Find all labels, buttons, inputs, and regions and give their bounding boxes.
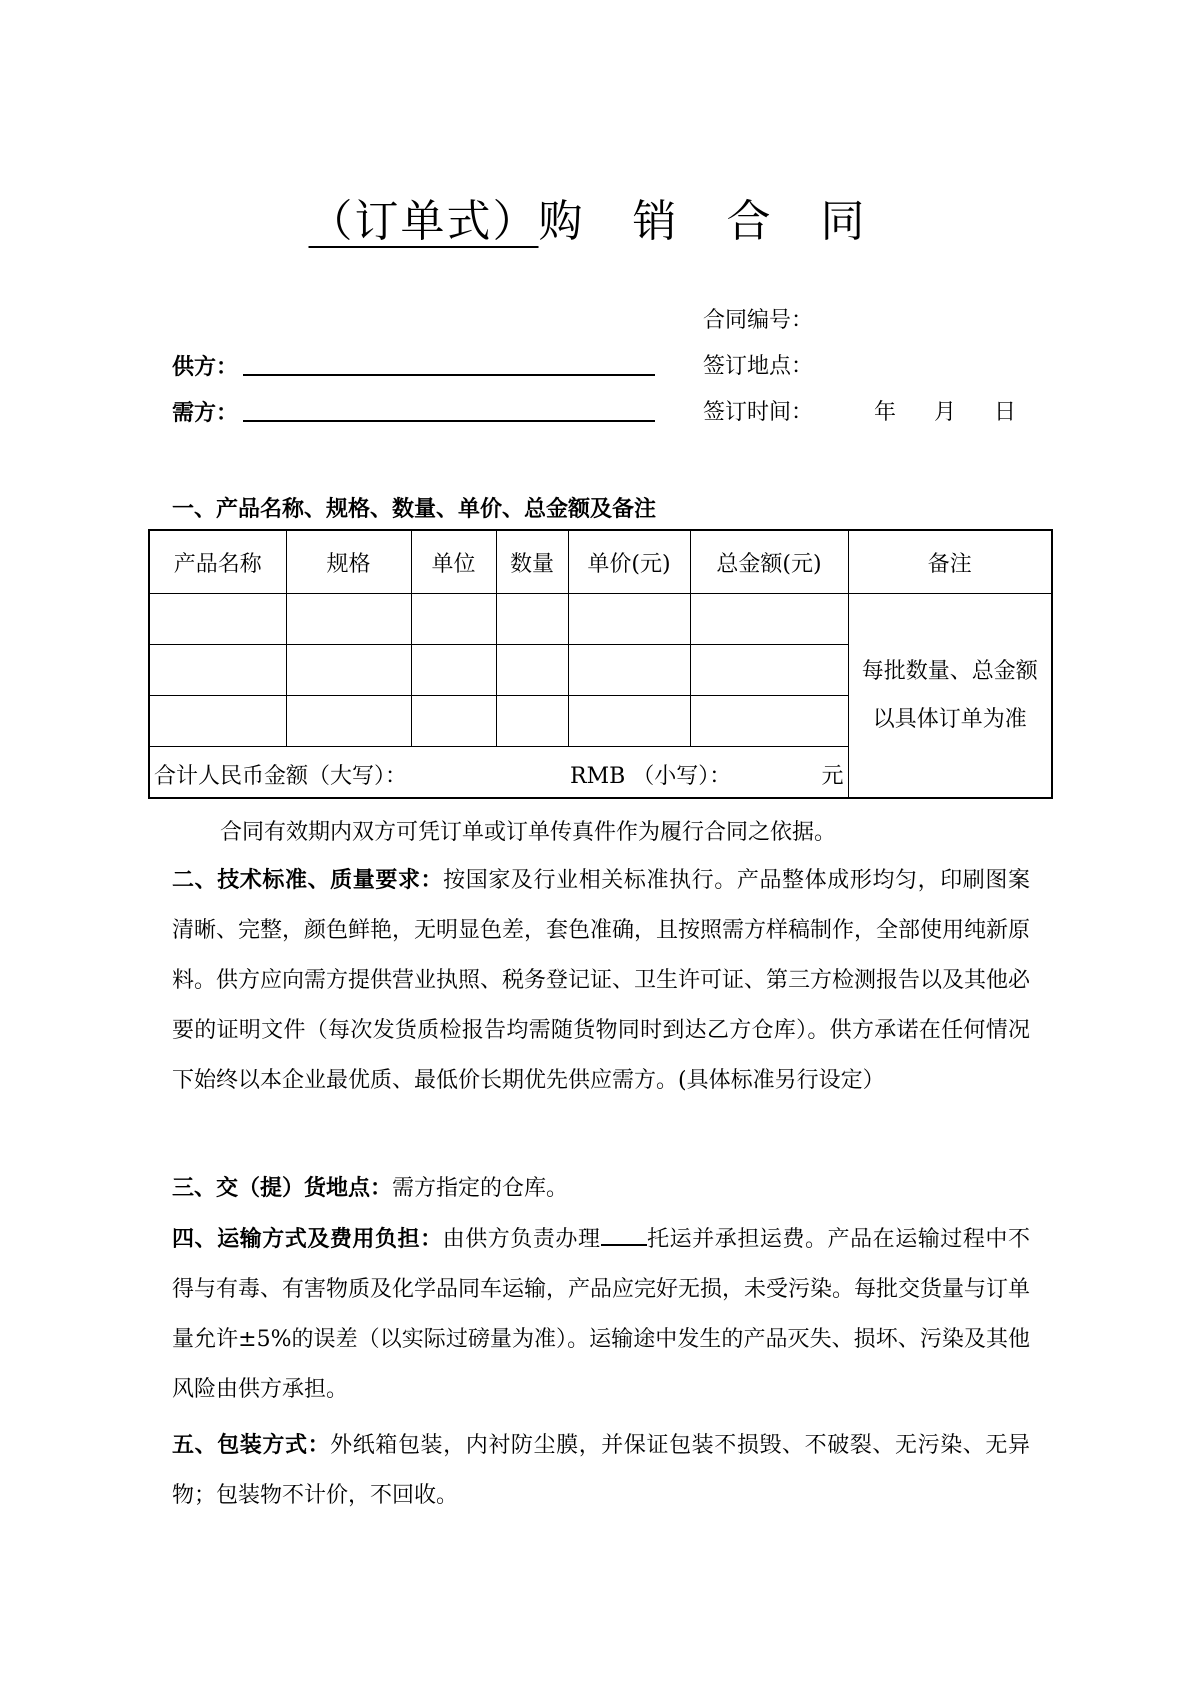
section4-heading: 四、运输方式及费用负担： (172, 1226, 443, 1252)
column-header: 规格 (286, 530, 411, 594)
section2-heading: 二、技术标准、质量要求： (172, 867, 444, 893)
table-cell[interactable] (286, 594, 411, 645)
table-cell[interactable] (149, 645, 286, 696)
document-title (0, 192, 1191, 252)
column-header: 数量 (496, 530, 568, 594)
section4-text-b: 托运并承担运费。产品在运输过程中不得与有毒、有害物质及化学品同车运输，产品应完好无损，未受污染。每批交货量与订单量允许±5%的误差（以实际过磅量为准）。运输途中发生的产品灭失、损坏、污染及其他风险由供方承担。 (172, 1227, 1031, 1402)
table-cell[interactable] (568, 696, 690, 747)
table-cell[interactable] (496, 594, 568, 645)
rmb-label: RMB （小写）： (570, 764, 732, 789)
section5 (172, 1420, 1030, 1521)
table-cell[interactable] (411, 696, 496, 747)
sign-place-label: 签订地点： (703, 354, 814, 379)
table-cell[interactable] (411, 594, 496, 645)
product-table (148, 529, 1053, 799)
section3-heading: 三、交（提）货地点： (172, 1175, 393, 1201)
contract-no-label: 合同编号： (703, 308, 814, 333)
table-cell[interactable] (286, 696, 411, 747)
remarks-line-1: 每批数量、总金额 (861, 658, 1038, 684)
table-cell[interactable] (149, 594, 286, 645)
sign-time-label: 签订时间： (703, 400, 814, 425)
carrier-blank[interactable] (601, 1222, 647, 1246)
section3-text: 需方指定的仓库。 (392, 1176, 569, 1201)
buyer-label: 需方： (172, 400, 239, 426)
supplier-label: 供方： (172, 354, 239, 380)
day-label: 日 (994, 400, 1017, 425)
table-cell[interactable] (286, 645, 411, 696)
month-label: 月 (934, 400, 957, 425)
section2 (172, 855, 1030, 1106)
remarks-line-2: 以具体订单为准 (872, 706, 1027, 732)
table-cell[interactable] (690, 594, 848, 645)
column-header: 单价(元) (568, 530, 690, 594)
validity-text: 合同有效期内双方可凭订单或订单传真件作为履行合同之依据。 (220, 820, 837, 845)
yuan-label: 元 (821, 764, 844, 789)
table-cell[interactable] (568, 645, 690, 696)
table-cell[interactable] (411, 645, 496, 696)
column-header: 产品名称 (149, 530, 286, 594)
supplier-field[interactable] (243, 374, 655, 376)
section5-text: 外纸箱包装，内衬防尘膜，并保证包装不损毁、不破裂、无污染、无异物；包装物不计价，不回收。 (172, 1433, 1030, 1508)
table-cell[interactable] (496, 696, 568, 747)
section2-text: 按国家及行业相关标准执行。产品整体成形均匀，印刷图案清晰、完整，颜色鲜艳，无明显色差，套色准确，且按照需方样稿制作，全部使用纯新原料。供方应向需方提供营业执照、税务登记证、卫生许可证、第三方检测报告以及其他必要的证明文件（每次发货质检报告均需随货物同时到达乙方仓库）。供方承诺在任何情况下始终以本企业最优质、最低价长期优先供应需方。(具体标准另行设定） (172, 868, 1031, 1093)
table-header-row (149, 530, 1052, 594)
section5-heading: 五、包装方式： (172, 1432, 331, 1458)
table-row (149, 594, 1052, 645)
buyer-field[interactable] (243, 420, 655, 422)
section3 (172, 1163, 1030, 1214)
table-cell[interactable] (149, 696, 286, 747)
table-cell[interactable] (690, 645, 848, 696)
year-label: 年 (874, 400, 897, 425)
table-cell[interactable] (690, 696, 848, 747)
section4 (172, 1214, 1030, 1415)
total-label: 合计人民币金额（大写）： (154, 764, 408, 789)
section4-text-a: 由供方负责办理 (442, 1227, 601, 1252)
remarks-cell (848, 594, 1052, 799)
title-main: 购 销 合 同 (538, 196, 883, 247)
column-header: 总金额(元) (690, 530, 848, 594)
column-header: 单位 (411, 530, 496, 594)
title-prefix: （订单式） (308, 196, 539, 247)
table-cell[interactable] (496, 645, 568, 696)
total-cell[interactable] (149, 747, 848, 799)
table-cell[interactable] (568, 594, 690, 645)
column-header: 备注 (848, 530, 1052, 594)
section1-heading: 一、产品名称、规格、数量、单价、总金额及备注 (172, 496, 657, 522)
